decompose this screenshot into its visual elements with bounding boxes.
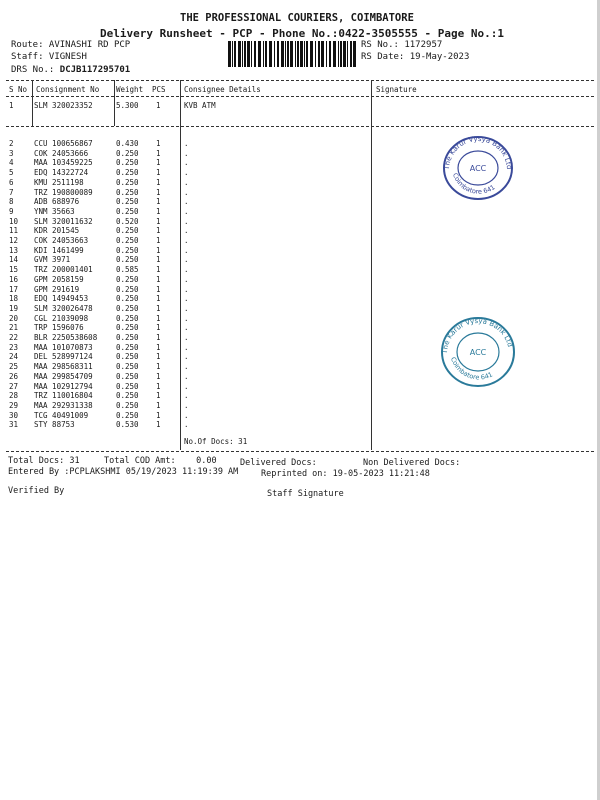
row-weight: 0.250 xyxy=(116,245,139,255)
row-pcs: 1 xyxy=(156,168,161,178)
row-consignee-details: . xyxy=(184,400,189,410)
delivered-docs: Delivered Docs: xyxy=(240,458,317,468)
row-sno: 21 xyxy=(9,323,19,333)
row-consignee-details: . xyxy=(184,197,189,207)
table-bottom-rule xyxy=(6,451,594,452)
company-title: THE PROFESSIONAL COURIERS, COIMBATORE xyxy=(180,12,414,24)
row-pcs: 1 xyxy=(156,362,161,372)
row-consignment-no: ADB 688976 xyxy=(34,197,80,207)
table-row xyxy=(0,265,600,274)
row-pcs: 1 xyxy=(156,139,161,148)
bank-stamp xyxy=(437,312,519,390)
table-row xyxy=(0,285,600,294)
row-consignee-details: . xyxy=(184,420,189,430)
row-weight: 0.250 xyxy=(116,177,139,187)
row-consignment-no: YNM 35663 xyxy=(34,206,75,216)
row-pcs: 1 xyxy=(156,245,161,255)
row-weight: 0.250 xyxy=(116,400,139,410)
row-sno: 2 xyxy=(9,139,14,148)
table-row xyxy=(0,304,600,313)
header-consignee: Consignee Details xyxy=(184,85,261,94)
table-row xyxy=(0,294,600,303)
row-consignee-details: . xyxy=(184,274,189,284)
row-weight: 0.250 xyxy=(116,226,139,236)
row-pcs: 1 xyxy=(156,187,161,197)
reprinted-on: Reprinted on: 19-05-2023 11:21:48 xyxy=(261,469,430,479)
row-sno: 31 xyxy=(9,420,19,430)
row-sno: 15 xyxy=(9,265,19,275)
row-weight: 0.250 xyxy=(116,371,139,381)
row-consignment-no: CCU 100656867 xyxy=(34,139,93,148)
header-consignment: Consignment No xyxy=(36,85,100,94)
row-consignment-no: STY 88753 xyxy=(34,420,75,430)
svg-text:The Karur Vysya Bank Ltd: The Karur Vysya Bank Ltd xyxy=(440,316,515,355)
table-row xyxy=(0,246,600,255)
row-weight: 0.430 xyxy=(116,139,139,148)
row-consignee-details: . xyxy=(184,236,189,245)
row-consignment-no: GVM 3971 xyxy=(34,255,71,265)
svg-text:Coimbatore 641: Coimbatore 641 xyxy=(449,355,494,382)
row-consignee-details: . xyxy=(184,139,189,148)
table-top-rule xyxy=(6,80,594,81)
row-pcs: 1 xyxy=(156,333,161,342)
row-sno: 12 xyxy=(9,236,19,245)
rs-number: RS No.: 1172957 xyxy=(361,40,443,50)
row-weight: 0.250 xyxy=(116,187,139,197)
table-row xyxy=(0,391,600,400)
table-row xyxy=(0,101,600,110)
row-pcs: 1 xyxy=(156,226,161,236)
row-weight: 0.520 xyxy=(116,216,139,226)
entered-by: Entered By :PCPLAKSHMI 05/19/2023 11:19:39 AM xyxy=(8,467,239,477)
staff-label: Staff: VIGNESH xyxy=(11,52,87,62)
row-consignee-details: . xyxy=(184,362,189,372)
row-sno: 20 xyxy=(9,313,19,323)
row-pcs: 1 xyxy=(156,410,161,420)
table-row xyxy=(0,401,600,410)
row-weight: 0.250 xyxy=(116,197,139,207)
table-row xyxy=(0,188,600,197)
row-weight: 0.250 xyxy=(116,323,139,333)
row-weight: 0.250 xyxy=(116,381,139,391)
row-sno: 26 xyxy=(9,371,19,381)
table-row xyxy=(0,382,600,391)
row-consignment-no: MAA 103459225 xyxy=(34,158,93,168)
row-consignee-details: . xyxy=(184,255,189,265)
row-consignee-details: KVB ATM xyxy=(184,101,216,110)
row-pcs: 1 xyxy=(156,265,161,275)
row-pcs: 1 xyxy=(156,148,161,158)
header-weight: Weight xyxy=(116,85,144,94)
row-weight: 0.250 xyxy=(116,294,139,304)
row-sno: 30 xyxy=(9,410,19,420)
row-pcs: 1 xyxy=(156,101,161,110)
row-pcs: 1 xyxy=(156,216,161,226)
header-sno: S No xyxy=(9,85,28,94)
row-consignment-no: TRZ 200001401 xyxy=(34,265,93,275)
row-sno: 9 xyxy=(9,206,14,216)
svg-text:ACC: ACC xyxy=(469,164,487,173)
drs-label: DRS No.: xyxy=(11,65,55,75)
row-pcs: 1 xyxy=(156,284,161,294)
row-consignee-details: . xyxy=(184,323,189,333)
row-consignee-details: . xyxy=(184,226,189,236)
row-consignee-details: . xyxy=(184,168,189,178)
row-pcs: 1 xyxy=(156,323,161,333)
row-sno: 27 xyxy=(9,381,19,391)
row-sno: 29 xyxy=(9,400,19,410)
row-consignee-details: . xyxy=(184,206,189,216)
row-consignee-details: . xyxy=(184,371,189,381)
row-consignment-no: EDQ 14949453 xyxy=(34,294,89,304)
row1-rule xyxy=(6,126,594,127)
row-consignment-no: COK 24053666 xyxy=(34,148,89,158)
row-sno: 28 xyxy=(9,391,19,401)
row-weight: 0.250 xyxy=(116,284,139,294)
row-consignee-details: . xyxy=(184,177,189,187)
row-sno: 8 xyxy=(9,197,14,207)
row-pcs: 1 xyxy=(156,274,161,284)
row-consignment-no: EDQ 14322724 xyxy=(34,168,89,178)
rs-date: RS Date: 19-May-2023 xyxy=(361,52,470,62)
row-pcs: 1 xyxy=(156,313,161,323)
no-of-docs: No.Of Docs: 31 xyxy=(184,437,248,446)
total-docs: Total Docs: 31 xyxy=(8,456,80,466)
row-weight: 0.250 xyxy=(116,206,139,216)
row-pcs: 1 xyxy=(156,197,161,207)
table-row xyxy=(0,236,600,245)
row-consignment-no: DEL 528997124 xyxy=(34,352,93,362)
runsheet-subtitle: Delivery Runsheet - PCP - Phone No.:0422-3505555 - Page No.:1 xyxy=(100,27,504,40)
non-delivered-docs: Non Delivered Docs: xyxy=(363,458,461,468)
row-weight: 0.250 xyxy=(116,313,139,323)
row-consignee-details: . xyxy=(184,303,189,313)
row-sno: 16 xyxy=(9,274,19,284)
row-consignee-details: . xyxy=(184,352,189,362)
table-row xyxy=(0,217,600,226)
row-pcs: 1 xyxy=(156,255,161,265)
row-consignment-no: MAA 101070873 xyxy=(34,342,93,352)
row-pcs: 1 xyxy=(156,236,161,245)
svg-text:ACC: ACC xyxy=(469,348,487,357)
row-consignment-no: SLM 320026478 xyxy=(34,303,93,313)
drs-number: DCJB117295701 xyxy=(59,65,131,75)
barcode xyxy=(228,41,356,67)
row-consignee-details: . xyxy=(184,313,189,323)
row-weight: 0.250 xyxy=(116,410,139,420)
row-weight: 0.250 xyxy=(116,158,139,168)
staff-signature: Staff Signature xyxy=(267,489,344,499)
row-sno: 6 xyxy=(9,177,14,187)
row-pcs: 1 xyxy=(156,352,161,362)
row-weight: 0.250 xyxy=(116,362,139,372)
row-sno: 19 xyxy=(9,303,19,313)
table-row xyxy=(0,275,600,284)
row-pcs: 1 xyxy=(156,371,161,381)
table-row xyxy=(0,255,600,264)
row-weight: 0.250 xyxy=(116,236,139,245)
row-pcs: 1 xyxy=(156,420,161,430)
row-consignment-no: MAA 299854709 xyxy=(34,371,93,381)
row-pcs: 1 xyxy=(156,206,161,216)
row-sno: 1 xyxy=(9,101,14,110)
row-sno: 13 xyxy=(9,245,19,255)
header-pcs: PCS xyxy=(152,85,166,94)
row-consignment-no: TRZ 110016804 xyxy=(34,391,93,401)
row-pcs: 1 xyxy=(156,294,161,304)
row-consignment-no: SLM 320023352 xyxy=(34,101,93,110)
row-consignee-details: . xyxy=(184,187,189,197)
row-sno: 17 xyxy=(9,284,19,294)
row-sno: 22 xyxy=(9,333,19,342)
row-weight: 0.250 xyxy=(116,352,139,362)
row-sno: 5 xyxy=(9,168,14,178)
verified-by: Verified By xyxy=(8,486,65,496)
row-consignee-details: . xyxy=(184,148,189,158)
row-pcs: 1 xyxy=(156,177,161,187)
row-sno: 10 xyxy=(9,216,19,226)
row-sno: 11 xyxy=(9,226,19,236)
row-weight: 0.250 xyxy=(116,342,139,352)
row-sno: 4 xyxy=(9,158,14,168)
table-row xyxy=(0,420,600,429)
row-pcs: 1 xyxy=(156,303,161,313)
row-consignment-no: MAA 102912794 xyxy=(34,381,93,391)
row-pcs: 1 xyxy=(156,381,161,391)
svg-text:The Karur Vysya Bank Ltd: The Karur Vysya Bank Ltd xyxy=(442,134,514,171)
row-consignment-no: COK 24053663 xyxy=(34,236,89,245)
row-consignment-no: CGL 21039098 xyxy=(34,313,89,323)
header-signature: Signature xyxy=(376,85,417,94)
drs-row xyxy=(11,65,130,75)
row-consignment-no: BLR 2250538608 xyxy=(34,333,98,342)
row-consignment-no: GPM 2058159 xyxy=(34,274,84,284)
row-consignee-details: . xyxy=(184,333,189,342)
row-consignee-details: . xyxy=(184,342,189,352)
row-consignee-details: . xyxy=(184,245,189,255)
table-row xyxy=(0,226,600,235)
total-cod: Total COD Amt: 0.00 xyxy=(104,456,217,466)
row-weight: 0.585 xyxy=(116,265,139,275)
route-label: Route: AVINASHI RD PCP xyxy=(11,40,131,50)
row-consignee-details: . xyxy=(184,381,189,391)
row-consignee-details: . xyxy=(184,265,189,275)
row-pcs: 1 xyxy=(156,158,161,168)
row-weight: 0.250 xyxy=(116,168,139,178)
row-consignment-no: TRZ 190800089 xyxy=(34,187,93,197)
row-consignment-no: MAA 292931338 xyxy=(34,400,93,410)
row-consignee-details: . xyxy=(184,410,189,420)
bank-stamp xyxy=(439,130,517,202)
row-consignment-no: KMU 2511198 xyxy=(34,177,84,187)
table-row xyxy=(0,197,600,206)
row-consignment-no: MAA 298568311 xyxy=(34,362,93,372)
row-weight: 0.250 xyxy=(116,333,139,342)
row-weight: 5.300 xyxy=(116,101,139,110)
row-consignment-no: TRP 1596076 xyxy=(34,323,84,333)
row-consignment-no: KDR 201545 xyxy=(34,226,80,236)
row-consignee-details: . xyxy=(184,284,189,294)
row-consignee-details: . xyxy=(184,158,189,168)
row-consignee-details: . xyxy=(184,294,189,304)
row-sno: 3 xyxy=(9,148,14,158)
row-weight: 0.250 xyxy=(116,148,139,158)
row-sno: 7 xyxy=(9,187,14,197)
row-consignee-details: . xyxy=(184,216,189,226)
row-weight: 0.250 xyxy=(116,255,139,265)
row-weight: 0.250 xyxy=(116,303,139,313)
table-row xyxy=(0,314,600,323)
row-consignment-no: GPM 291619 xyxy=(34,284,80,294)
table-row xyxy=(0,411,600,420)
row-weight: 0.250 xyxy=(116,274,139,284)
row-sno: 14 xyxy=(9,255,19,265)
table-row xyxy=(0,207,600,216)
svg-text:Coimbatore 641: Coimbatore 641 xyxy=(451,171,497,196)
row-pcs: 1 xyxy=(156,391,161,401)
row-sno: 18 xyxy=(9,294,19,304)
row-sno: 24 xyxy=(9,352,19,362)
row-sno: 23 xyxy=(9,342,19,352)
row-weight: 0.530 xyxy=(116,420,139,430)
table-header-rule xyxy=(6,96,594,97)
row-weight: 0.250 xyxy=(116,391,139,401)
row-consignment-no: SLM 320011632 xyxy=(34,216,93,226)
row-pcs: 1 xyxy=(156,400,161,410)
row-sno: 25 xyxy=(9,362,19,372)
row-consignment-no: KDI 1461499 xyxy=(34,245,84,255)
row-consignee-details: . xyxy=(184,391,189,401)
row-pcs: 1 xyxy=(156,342,161,352)
row-consignment-no: TCG 40491009 xyxy=(34,410,89,420)
